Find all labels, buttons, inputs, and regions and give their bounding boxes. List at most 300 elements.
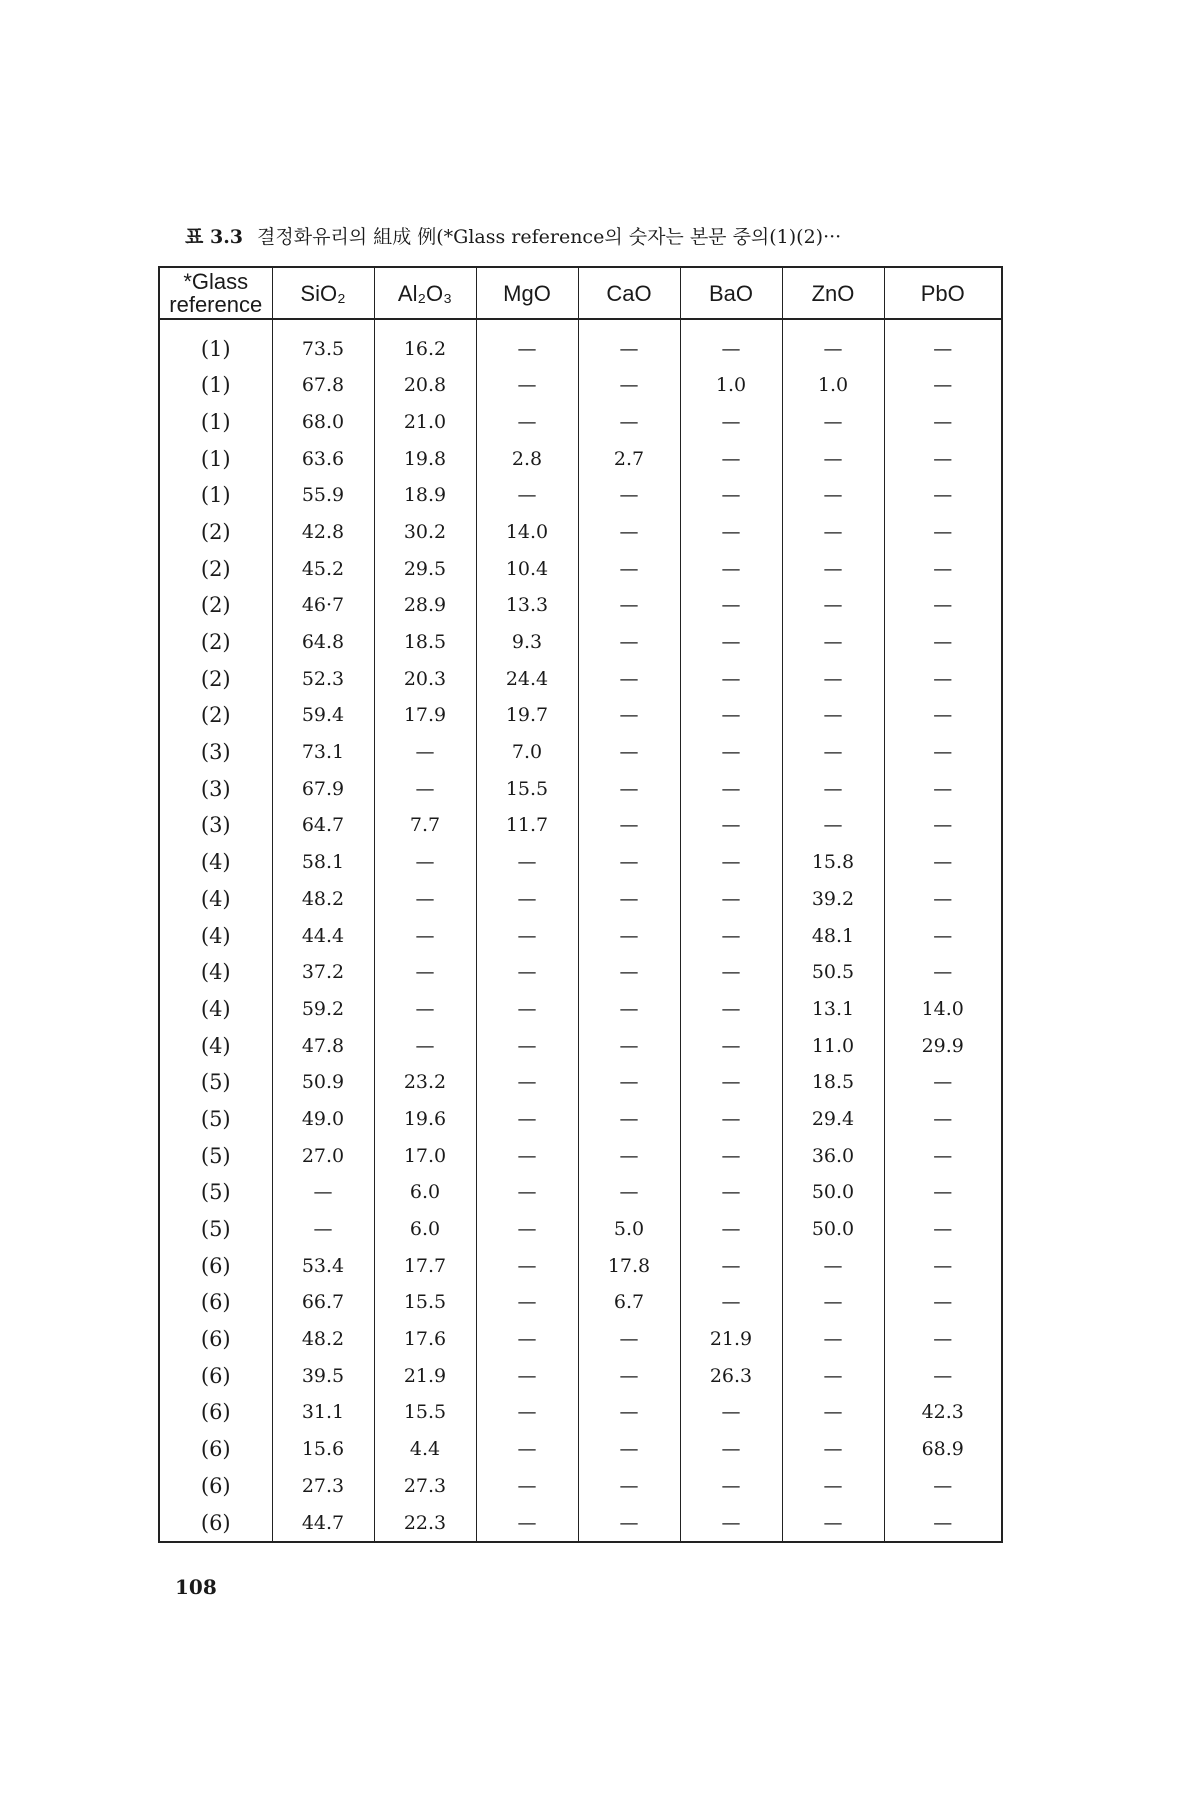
cell-cao: —: [578, 1431, 680, 1468]
table-row: [159, 1431, 1002, 1468]
cell-al2o3: 28.9: [374, 587, 476, 624]
cell-sio2: 58.1: [272, 844, 374, 881]
cell-sio2: 59.4: [272, 697, 374, 734]
cell-cao: —: [578, 991, 680, 1028]
cell-cao: —: [578, 550, 680, 587]
cell-zno: 11.0: [782, 1027, 884, 1064]
composition-table-container: [158, 266, 1001, 1543]
header-bao: BaO: [680, 267, 782, 319]
cell-mgo: 13.3: [476, 587, 578, 624]
cell-sio2: 48.2: [272, 881, 374, 918]
cell-bao: —: [680, 954, 782, 991]
cell-al2o3: 4.4: [374, 1431, 476, 1468]
cell-pbo: —: [884, 1357, 1002, 1394]
table-row: [159, 1504, 1002, 1542]
cell-al2o3: 17.7: [374, 1247, 476, 1284]
cell-mgo: —: [476, 1357, 578, 1394]
cell-sio2: 37.2: [272, 954, 374, 991]
cell-glass-reference: (4): [159, 917, 272, 954]
cell-al2o3: —: [374, 1027, 476, 1064]
cell-al2o3: 7.7: [374, 807, 476, 844]
cell-sio2: 49.0: [272, 1101, 374, 1138]
cell-sio2: 27.3: [272, 1468, 374, 1505]
table-row: [159, 881, 1002, 918]
cell-al2o3: —: [374, 770, 476, 807]
cell-bao: —: [680, 660, 782, 697]
cell-zno: —: [782, 1247, 884, 1284]
table-row: [159, 954, 1002, 991]
cell-bao: —: [680, 917, 782, 954]
cell-zno: —: [782, 624, 884, 661]
cell-al2o3: 17.9: [374, 697, 476, 734]
table-caption: [185, 222, 841, 249]
cell-glass-reference: (1): [159, 367, 272, 404]
cell-pbo: —: [884, 404, 1002, 441]
cell-cao: —: [578, 917, 680, 954]
cell-bao: —: [680, 1284, 782, 1321]
cell-bao: —: [680, 1174, 782, 1211]
cell-al2o3: —: [374, 844, 476, 881]
table-row: [159, 440, 1002, 477]
cell-al2o3: 22.3: [374, 1504, 476, 1542]
cell-sio2: —: [272, 1211, 374, 1248]
cell-sio2: 73.5: [272, 319, 374, 367]
cell-glass-reference: (6): [159, 1321, 272, 1358]
cell-cao: —: [578, 660, 680, 697]
cell-sio2: 64.8: [272, 624, 374, 661]
table-row: [159, 734, 1002, 771]
cell-pbo: —: [884, 1101, 1002, 1138]
cell-mgo: —: [476, 991, 578, 1028]
cell-zno: 50.0: [782, 1211, 884, 1248]
cell-zno: 1.0: [782, 367, 884, 404]
cell-bao: —: [680, 440, 782, 477]
cell-zno: —: [782, 1357, 884, 1394]
cell-zno: —: [782, 1394, 884, 1431]
cell-glass-reference: (2): [159, 550, 272, 587]
cell-sio2: 50.9: [272, 1064, 374, 1101]
cell-cao: —: [578, 1137, 680, 1174]
cell-pbo: 42.3: [884, 1394, 1002, 1431]
table-row: [159, 770, 1002, 807]
cell-al2o3: 17.0: [374, 1137, 476, 1174]
cell-zno: —: [782, 1504, 884, 1542]
cell-bao: 1.0: [680, 367, 782, 404]
cell-mgo: 14.0: [476, 514, 578, 551]
cell-cao: —: [578, 587, 680, 624]
cell-glass-reference: (4): [159, 844, 272, 881]
cell-al2o3: —: [374, 881, 476, 918]
cell-mgo: —: [476, 1101, 578, 1138]
cell-al2o3: —: [374, 917, 476, 954]
cell-pbo: —: [884, 550, 1002, 587]
header-zno: ZnO: [782, 267, 884, 319]
cell-cao: —: [578, 954, 680, 991]
table-row: [159, 1284, 1002, 1321]
cell-mgo: —: [476, 1064, 578, 1101]
cell-zno: —: [782, 697, 884, 734]
cell-mgo: 10.4: [476, 550, 578, 587]
cell-sio2: 63.6: [272, 440, 374, 477]
cell-sio2: 73.1: [272, 734, 374, 771]
cell-cao: —: [578, 1027, 680, 1064]
cell-mgo: —: [476, 844, 578, 881]
cell-pbo: 29.9: [884, 1027, 1002, 1064]
cell-sio2: 42.8: [272, 514, 374, 551]
cell-pbo: —: [884, 624, 1002, 661]
cell-cao: 2.7: [578, 440, 680, 477]
cell-zno: —: [782, 550, 884, 587]
cell-bao: —: [680, 1247, 782, 1284]
cell-al2o3: 19.6: [374, 1101, 476, 1138]
cell-cao: —: [578, 514, 680, 551]
cell-cao: —: [578, 1468, 680, 1505]
cell-mgo: —: [476, 1027, 578, 1064]
cell-zno: —: [782, 440, 884, 477]
composition-table: [158, 266, 1003, 1543]
cell-glass-reference: (5): [159, 1137, 272, 1174]
cell-al2o3: —: [374, 734, 476, 771]
table-row: [159, 697, 1002, 734]
cell-al2o3: 30.2: [374, 514, 476, 551]
cell-mgo: —: [476, 1211, 578, 1248]
cell-pbo: —: [884, 954, 1002, 991]
cell-al2o3: 20.3: [374, 660, 476, 697]
header-sio2: SiO₂: [272, 267, 374, 319]
cell-pbo: —: [884, 1468, 1002, 1505]
cell-zno: 15.8: [782, 844, 884, 881]
cell-sio2: 64.7: [272, 807, 374, 844]
cell-cao: —: [578, 1504, 680, 1542]
cell-zno: —: [782, 587, 884, 624]
cell-mgo: —: [476, 917, 578, 954]
cell-mgo: 9.3: [476, 624, 578, 661]
cell-mgo: —: [476, 477, 578, 514]
cell-zno: —: [782, 770, 884, 807]
table-row: [159, 1137, 1002, 1174]
cell-mgo: 19.7: [476, 697, 578, 734]
cell-bao: —: [680, 477, 782, 514]
table-number: 표 3.3: [185, 226, 244, 248]
table-row: [159, 514, 1002, 551]
cell-glass-reference: (6): [159, 1431, 272, 1468]
cell-pbo: —: [884, 1211, 1002, 1248]
table-row: [159, 807, 1002, 844]
cell-mgo: —: [476, 881, 578, 918]
cell-sio2: 68.0: [272, 404, 374, 441]
cell-zno: —: [782, 477, 884, 514]
table-row: [159, 1101, 1002, 1138]
cell-zno: —: [782, 319, 884, 367]
cell-al2o3: 23.2: [374, 1064, 476, 1101]
cell-al2o3: 18.9: [374, 477, 476, 514]
cell-bao: —: [680, 697, 782, 734]
cell-sio2: 53.4: [272, 1247, 374, 1284]
cell-pbo: 14.0: [884, 991, 1002, 1028]
cell-sio2: 44.7: [272, 1504, 374, 1542]
cell-mgo: 24.4: [476, 660, 578, 697]
cell-mgo: —: [476, 367, 578, 404]
cell-cao: —: [578, 367, 680, 404]
cell-bao: —: [680, 844, 782, 881]
cell-bao: 26.3: [680, 1357, 782, 1394]
cell-al2o3: —: [374, 954, 476, 991]
cell-zno: —: [782, 404, 884, 441]
cell-glass-reference: (2): [159, 697, 272, 734]
table-row: [159, 1468, 1002, 1505]
cell-sio2: 67.9: [272, 770, 374, 807]
cell-cao: —: [578, 770, 680, 807]
page-number: 108: [175, 1575, 217, 1599]
cell-cao: 6.7: [578, 1284, 680, 1321]
cell-glass-reference: (1): [159, 319, 272, 367]
cell-bao: —: [680, 587, 782, 624]
cell-sio2: 48.2: [272, 1321, 374, 1358]
cell-bao: —: [680, 807, 782, 844]
cell-cao: —: [578, 1321, 680, 1358]
cell-al2o3: 15.5: [374, 1284, 476, 1321]
cell-glass-reference: (6): [159, 1394, 272, 1431]
cell-bao: —: [680, 881, 782, 918]
cell-mgo: —: [476, 954, 578, 991]
cell-pbo: —: [884, 697, 1002, 734]
table-row: [159, 587, 1002, 624]
cell-glass-reference: (1): [159, 440, 272, 477]
cell-cao: —: [578, 1101, 680, 1138]
cell-glass-reference: (2): [159, 514, 272, 551]
table-row: [159, 624, 1002, 661]
table-row: [159, 477, 1002, 514]
cell-glass-reference: (6): [159, 1357, 272, 1394]
cell-cao: —: [578, 1064, 680, 1101]
cell-cao: 17.8: [578, 1247, 680, 1284]
cell-pbo: —: [884, 807, 1002, 844]
cell-pbo: —: [884, 1247, 1002, 1284]
cell-bao: —: [680, 1027, 782, 1064]
cell-pbo: —: [884, 734, 1002, 771]
table-body: [159, 319, 1002, 1542]
cell-pbo: —: [884, 660, 1002, 697]
cell-sio2: 66.7: [272, 1284, 374, 1321]
cell-glass-reference: (5): [159, 1211, 272, 1248]
cell-sio2: 31.1: [272, 1394, 374, 1431]
cell-cao: —: [578, 624, 680, 661]
cell-bao: —: [680, 514, 782, 551]
cell-cao: —: [578, 319, 680, 367]
cell-zno: —: [782, 660, 884, 697]
cell-mgo: —: [476, 1504, 578, 1542]
cell-pbo: —: [884, 440, 1002, 477]
cell-pbo: —: [884, 367, 1002, 404]
cell-zno: —: [782, 1321, 884, 1358]
cell-glass-reference: (3): [159, 807, 272, 844]
cell-glass-reference: (3): [159, 734, 272, 771]
cell-zno: 29.4: [782, 1101, 884, 1138]
cell-al2o3: 29.5: [374, 550, 476, 587]
cell-cao: —: [578, 1357, 680, 1394]
table-row: [159, 367, 1002, 404]
table-title: 결정화유리의 組成 例(*Glass reference의 숫자는 본문 중의(1)(2)···: [257, 226, 842, 248]
header-row: [159, 267, 1002, 319]
cell-sio2: —: [272, 1174, 374, 1211]
cell-bao: —: [680, 1504, 782, 1542]
table-row: [159, 1064, 1002, 1101]
cell-glass-reference: (1): [159, 477, 272, 514]
header-glass-reference: *Glass reference: [159, 267, 272, 319]
cell-cao: —: [578, 697, 680, 734]
cell-zno: —: [782, 1431, 884, 1468]
cell-bao: —: [680, 1064, 782, 1101]
table-row: [159, 319, 1002, 367]
cell-glass-reference: (1): [159, 404, 272, 441]
cell-bao: —: [680, 550, 782, 587]
cell-zno: 39.2: [782, 881, 884, 918]
cell-bao: —: [680, 1394, 782, 1431]
table-row: [159, 550, 1002, 587]
cell-al2o3: —: [374, 991, 476, 1028]
cell-cao: 5.0: [578, 1211, 680, 1248]
cell-bao: —: [680, 1468, 782, 1505]
table-row: [159, 991, 1002, 1028]
table-row: [159, 1394, 1002, 1431]
cell-glass-reference: (4): [159, 991, 272, 1028]
cell-glass-reference: (2): [159, 587, 272, 624]
cell-mgo: —: [476, 1394, 578, 1431]
cell-glass-reference: (6): [159, 1284, 272, 1321]
cell-zno: 18.5: [782, 1064, 884, 1101]
cell-pbo: —: [884, 477, 1002, 514]
cell-cao: —: [578, 844, 680, 881]
cell-zno: —: [782, 807, 884, 844]
cell-sio2: 45.2: [272, 550, 374, 587]
cell-al2o3: 6.0: [374, 1174, 476, 1211]
cell-bao: —: [680, 1137, 782, 1174]
cell-pbo: —: [884, 1064, 1002, 1101]
cell-bao: —: [680, 404, 782, 441]
cell-zno: —: [782, 734, 884, 771]
cell-al2o3: 21.9: [374, 1357, 476, 1394]
cell-glass-reference: (3): [159, 770, 272, 807]
cell-pbo: —: [884, 1321, 1002, 1358]
cell-sio2: 39.5: [272, 1357, 374, 1394]
cell-sio2: 47.8: [272, 1027, 374, 1064]
cell-bao: —: [680, 319, 782, 367]
table-row: [159, 404, 1002, 441]
cell-pbo: —: [884, 1284, 1002, 1321]
cell-pbo: 68.9: [884, 1431, 1002, 1468]
cell-glass-reference: (5): [159, 1101, 272, 1138]
table-row: [159, 1247, 1002, 1284]
cell-al2o3: 16.2: [374, 319, 476, 367]
cell-zno: 36.0: [782, 1137, 884, 1174]
cell-zno: —: [782, 514, 884, 551]
cell-cao: —: [578, 1394, 680, 1431]
cell-mgo: —: [476, 1137, 578, 1174]
cell-cao: —: [578, 881, 680, 918]
cell-sio2: 55.9: [272, 477, 374, 514]
cell-glass-reference: (5): [159, 1064, 272, 1101]
table-row: [159, 660, 1002, 697]
cell-al2o3: 19.8: [374, 440, 476, 477]
cell-pbo: —: [884, 319, 1002, 367]
cell-bao: —: [680, 1431, 782, 1468]
cell-bao: 21.9: [680, 1321, 782, 1358]
cell-mgo: —: [476, 1431, 578, 1468]
cell-zno: 50.5: [782, 954, 884, 991]
cell-mgo: 7.0: [476, 734, 578, 771]
cell-bao: —: [680, 734, 782, 771]
header-al2o3: Al₂O₃: [374, 267, 476, 319]
cell-mgo: 15.5: [476, 770, 578, 807]
cell-pbo: —: [884, 1137, 1002, 1174]
cell-cao: —: [578, 1174, 680, 1211]
cell-mgo: —: [476, 1321, 578, 1358]
table-row: [159, 1174, 1002, 1211]
cell-mgo: 11.7: [476, 807, 578, 844]
cell-sio2: 59.2: [272, 991, 374, 1028]
header-cao: CaO: [578, 267, 680, 319]
cell-glass-reference: (4): [159, 881, 272, 918]
cell-sio2: 44.4: [272, 917, 374, 954]
cell-bao: —: [680, 624, 782, 661]
cell-zno: 13.1: [782, 991, 884, 1028]
cell-al2o3: 6.0: [374, 1211, 476, 1248]
table-row: [159, 917, 1002, 954]
cell-mgo: —: [476, 1284, 578, 1321]
cell-pbo: —: [884, 881, 1002, 918]
cell-pbo: —: [884, 587, 1002, 624]
cell-glass-reference: (4): [159, 1027, 272, 1064]
cell-glass-reference: (2): [159, 624, 272, 661]
cell-pbo: —: [884, 844, 1002, 881]
table-row: [159, 1321, 1002, 1358]
cell-zno: 48.1: [782, 917, 884, 954]
cell-bao: —: [680, 1211, 782, 1248]
cell-zno: 50.0: [782, 1174, 884, 1211]
cell-cao: —: [578, 477, 680, 514]
cell-mgo: —: [476, 1468, 578, 1505]
cell-pbo: —: [884, 770, 1002, 807]
cell-cao: —: [578, 404, 680, 441]
cell-al2o3: 17.6: [374, 1321, 476, 1358]
cell-cao: —: [578, 807, 680, 844]
cell-glass-reference: (5): [159, 1174, 272, 1211]
table-row: [159, 1357, 1002, 1394]
cell-sio2: 15.6: [272, 1431, 374, 1468]
cell-pbo: —: [884, 1504, 1002, 1542]
cell-mgo: —: [476, 319, 578, 367]
header-mgo: MgO: [476, 267, 578, 319]
cell-glass-reference: (6): [159, 1468, 272, 1505]
cell-glass-reference: (6): [159, 1247, 272, 1284]
cell-al2o3: 18.5: [374, 624, 476, 661]
cell-sio2: 46·7: [272, 587, 374, 624]
table-row: [159, 1027, 1002, 1064]
cell-mgo: —: [476, 404, 578, 441]
header-pbo: PbO: [884, 267, 1002, 319]
cell-sio2: 67.8: [272, 367, 374, 404]
cell-bao: —: [680, 991, 782, 1028]
cell-sio2: 52.3: [272, 660, 374, 697]
cell-glass-reference: (2): [159, 660, 272, 697]
cell-bao: —: [680, 770, 782, 807]
cell-glass-reference: (6): [159, 1504, 272, 1542]
cell-zno: —: [782, 1468, 884, 1505]
cell-sio2: 27.0: [272, 1137, 374, 1174]
table-row: [159, 844, 1002, 881]
cell-pbo: —: [884, 514, 1002, 551]
cell-al2o3: 27.3: [374, 1468, 476, 1505]
